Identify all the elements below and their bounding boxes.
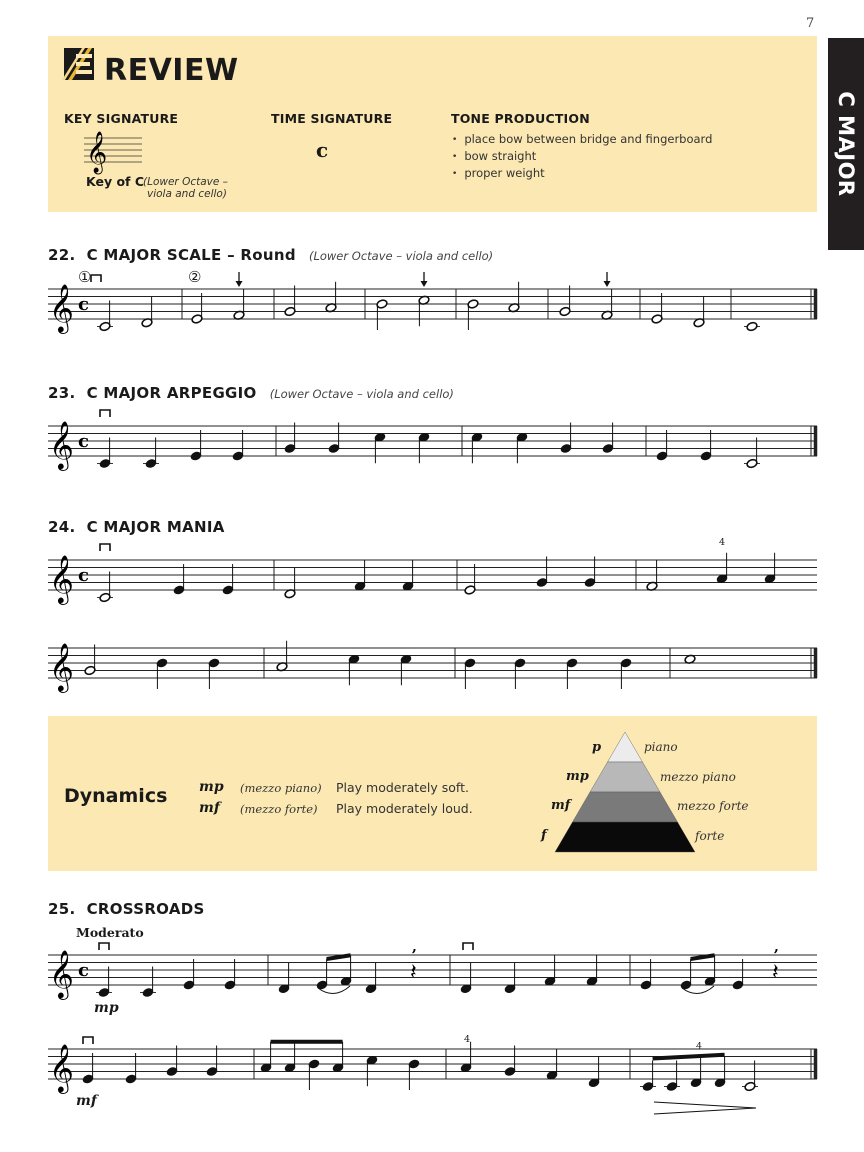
round-entry-1: ① [78, 268, 92, 286]
common-time-icon: c [78, 431, 89, 452]
side-tab-label: C MAJOR [834, 91, 858, 197]
arrow-icon [421, 281, 428, 287]
arrow-icon [604, 281, 611, 287]
diminuendo-icon [654, 1102, 756, 1114]
exercise-title: C MAJOR SCALE – Round [86, 246, 296, 264]
common-time-icon: c [78, 565, 89, 586]
treble-clef-icon: 𝄞 [49, 642, 74, 691]
review-title: REVIEW [104, 53, 239, 88]
exercise-note: (Lower Octave – viola and cello) [308, 249, 494, 263]
dynamic-symbol: mf [199, 800, 220, 816]
exercise-number: 22. [48, 246, 76, 264]
pyramid-label: forte [695, 829, 725, 843]
down-bow-icon [100, 544, 110, 551]
pyramid-label: piano [644, 740, 678, 754]
tone-production-label: TONE PRODUCTION [451, 111, 590, 126]
dynamics-title: Dynamics [64, 785, 168, 807]
exercise-title: C MAJOR ARPEGGIO [86, 384, 257, 402]
dynamic-mp: mp [94, 1000, 119, 1016]
fingering-number: 4 [719, 537, 726, 548]
fingering-number: 4 [696, 1041, 703, 1052]
exercise-title: CROSSROADS [86, 900, 205, 918]
dynamic-name: (mezzo forte) [240, 802, 318, 816]
exercise-number: 25. [48, 900, 76, 918]
quarter-rest-icon: 𝄽 [410, 960, 417, 985]
treble-clef-icon: 𝄞 [49, 420, 74, 469]
treble-clef-icon: 𝄞 [86, 132, 108, 173]
tone-item: • place bow between bridge and fingerboard [452, 132, 712, 146]
common-time-icon: c [78, 960, 89, 981]
pyramid-symbol: mf [551, 798, 571, 813]
quarter-rest-icon: 𝄽 [772, 960, 779, 985]
common-time-symbol: c [316, 138, 329, 162]
common-time-icon: c [78, 294, 89, 315]
breath-mark-icon: , [774, 939, 779, 955]
tone-item: • bow straight [452, 149, 536, 163]
beam [653, 1055, 725, 1059]
dynamic-description: Play moderately soft. [336, 780, 469, 795]
dynamic-symbol: mp [199, 779, 224, 795]
treble-clef-icon: 𝄞 [49, 283, 74, 332]
page-number: 7 [806, 16, 815, 31]
down-bow-icon [99, 943, 109, 950]
round-entry-2: ② [188, 268, 202, 286]
exercise-title: C MAJOR MANIA [86, 518, 225, 536]
treble-clef-icon: 𝄞 [49, 1043, 74, 1092]
beam [691, 955, 715, 959]
key-note-line2: viola and cello) [147, 188, 227, 200]
exercise-note: (Lower Octave – viola and cello) [269, 387, 454, 401]
time-signature-label: TIME SIGNATURE [271, 111, 393, 126]
note-head [746, 321, 758, 331]
pyramid-symbol: p [592, 740, 602, 755]
breath-mark-icon: , [412, 939, 417, 955]
dynamic-name: (mezzo piano) [240, 781, 322, 795]
fingering-number: 4 [464, 1034, 471, 1045]
down-bow-icon [91, 275, 101, 282]
pyramid-symbol: mp [566, 769, 589, 784]
down-bow-icon [100, 410, 110, 417]
pyramid-label: mezzo forte [677, 799, 749, 813]
exercise-number: 24. [48, 518, 76, 536]
tempo-marking: Moderato [76, 925, 144, 940]
exercise-number: 23. [48, 384, 76, 402]
key-signature-label: KEY SIGNATURE [64, 111, 179, 126]
pyramid-symbol: f [541, 828, 547, 843]
treble-clef-icon: 𝄞 [49, 554, 74, 603]
key-of-c: Key of C [86, 174, 144, 189]
down-bow-icon [83, 1037, 93, 1044]
dynamic-description: Play moderately loud. [336, 801, 473, 816]
tone-item: • proper weight [452, 166, 545, 180]
down-bow-icon [463, 943, 473, 950]
pyramid-label: mezzo piano [660, 770, 736, 784]
arrow-icon [236, 281, 243, 287]
beam [327, 955, 351, 959]
dynamic-mf: mf [76, 1093, 97, 1109]
key-note-line1: (Lower Octave – [143, 176, 228, 188]
treble-clef-icon: 𝄞 [49, 949, 74, 998]
